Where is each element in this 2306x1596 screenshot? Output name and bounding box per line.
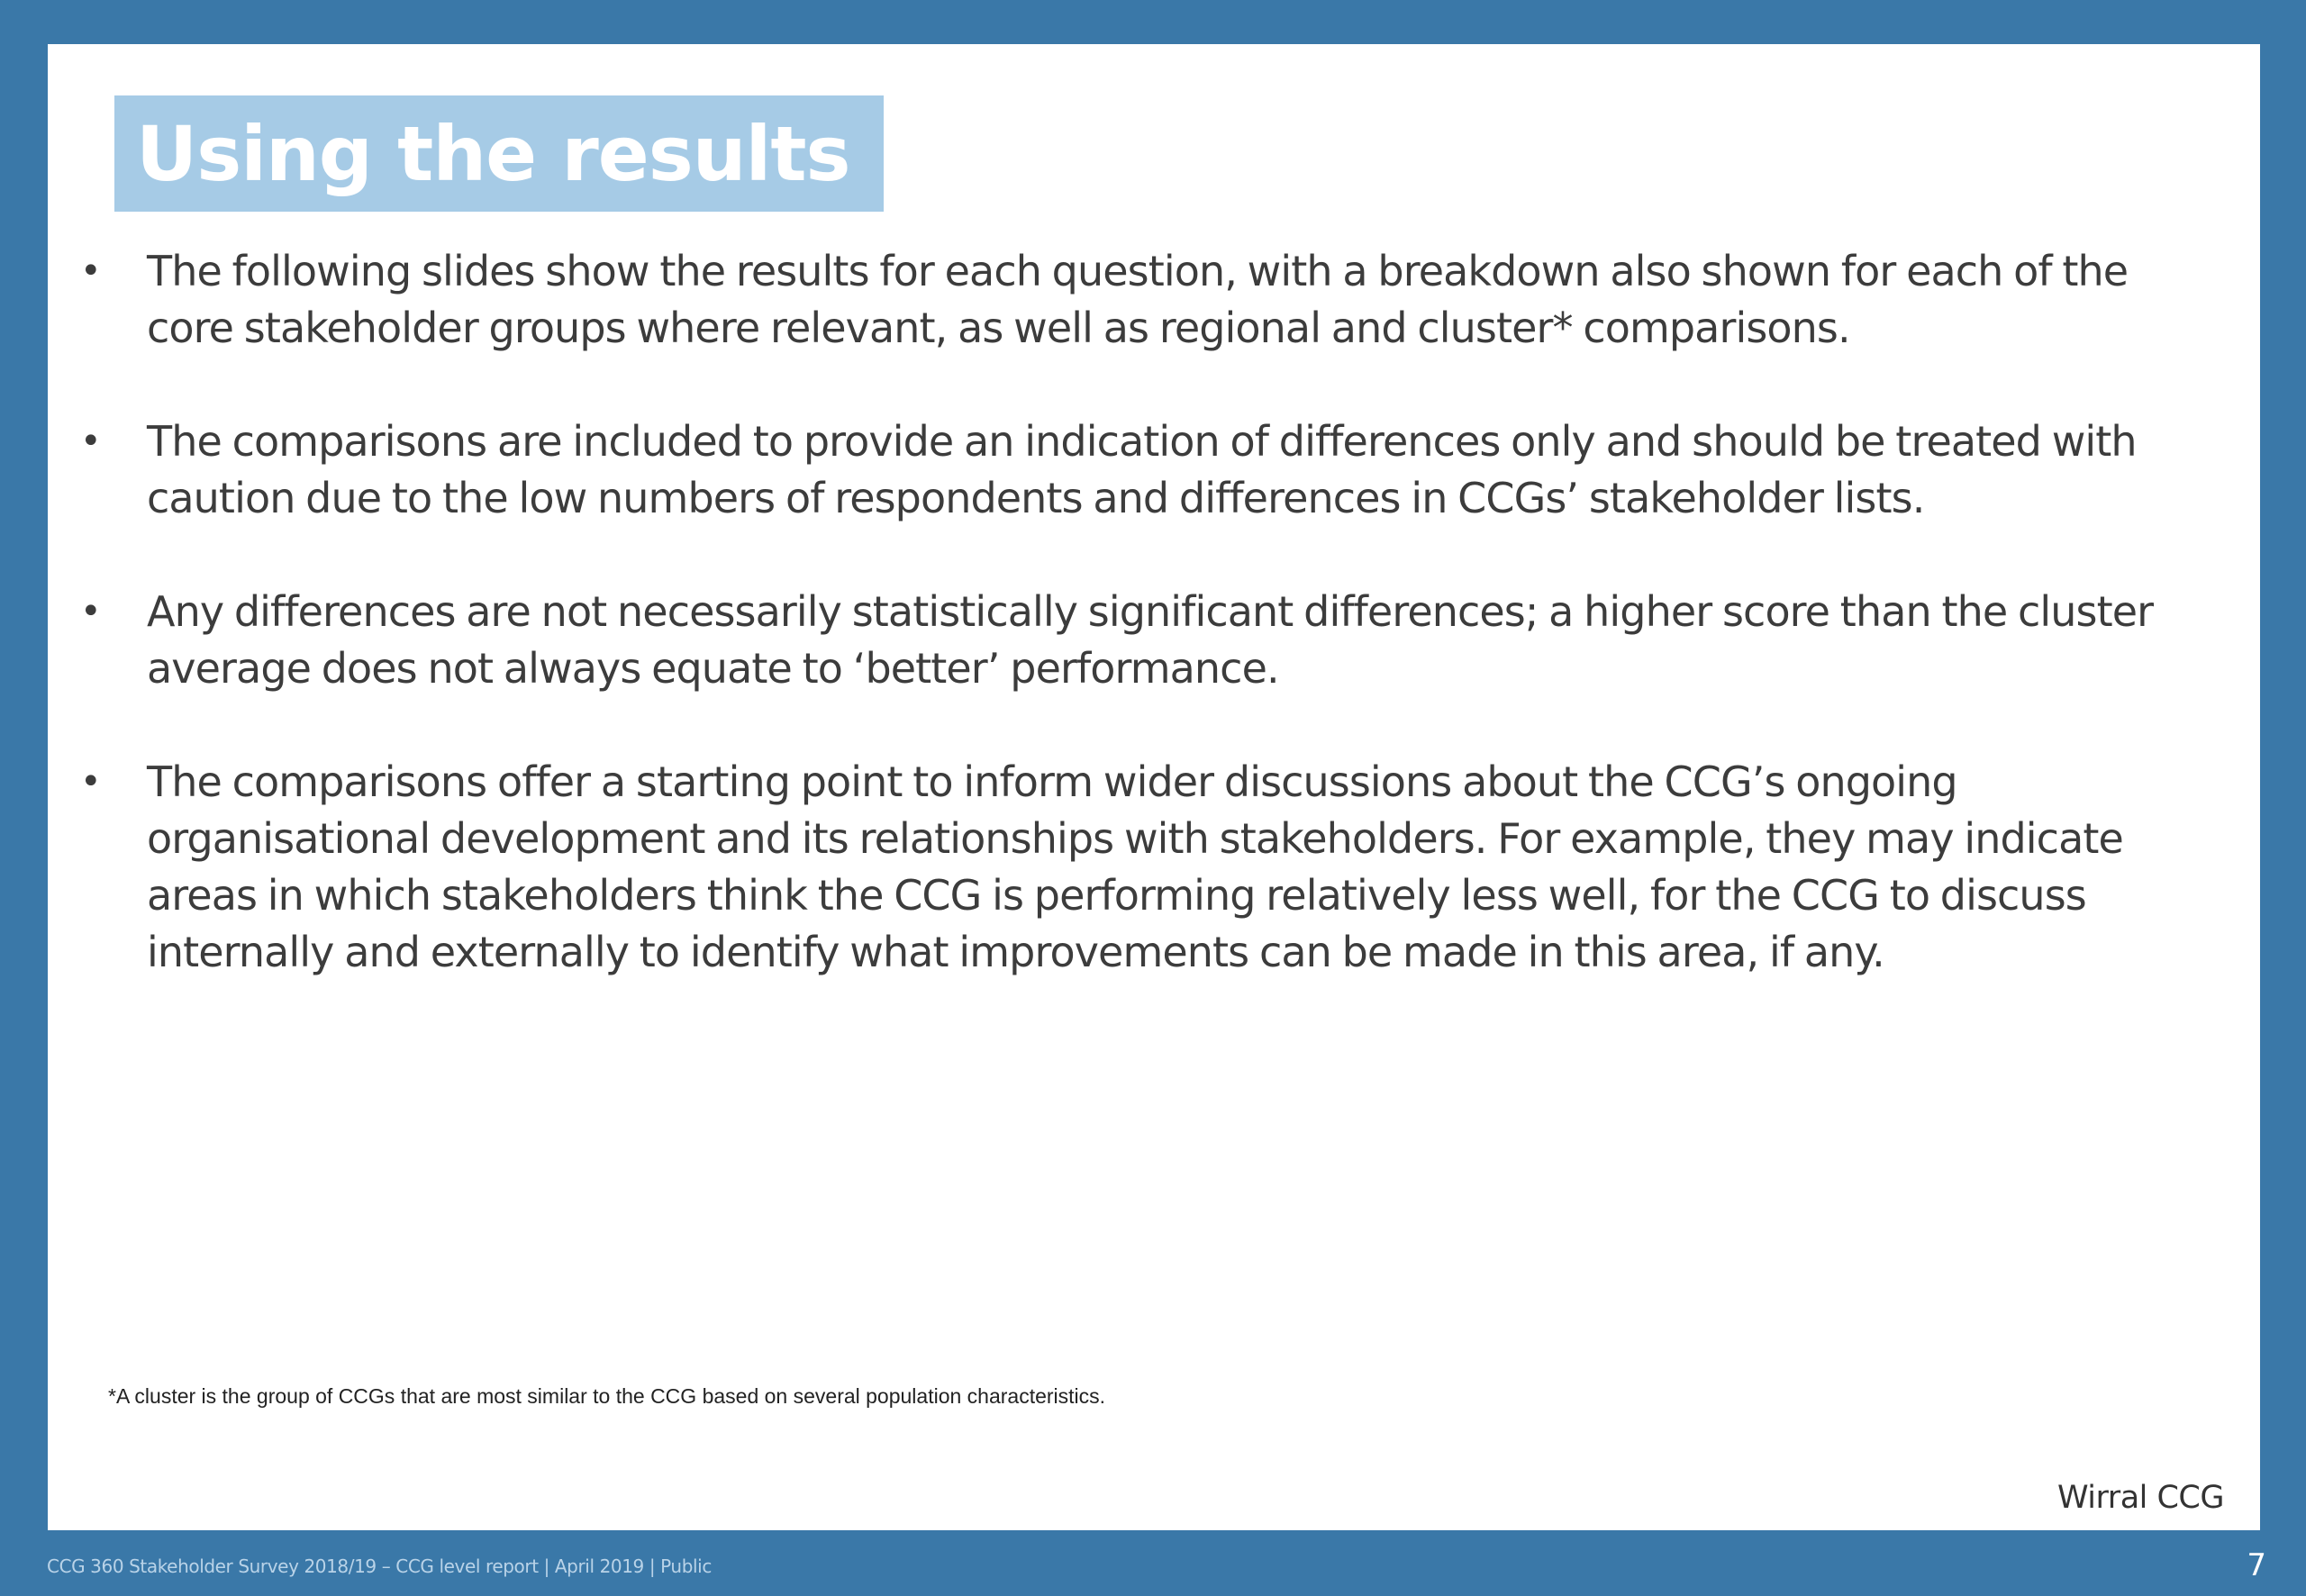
title-banner <box>114 95 884 212</box>
bullet-item <box>48 754 2260 981</box>
bullet-item <box>48 243 2260 357</box>
footnote: *A cluster is the group of CCGs that are most similar to the CCG based on several population characteristics. <box>108 1384 1106 1408</box>
page-title: Using the results <box>136 109 850 198</box>
bullet-dot-icon: • <box>80 421 101 462</box>
bullet-list <box>48 243 2260 1038</box>
bullet-dot-icon: • <box>80 761 101 803</box>
bullet-text: The comparisons offer a starting point to inform wider discussions about the CCG’s ongoing organisational development and its relationships with stakeholders. For example, they may indicate areas in which stakeholders think the CCG is performing relatively less well, for the CCG to discuss internally and externally to identify what improvements can be made in this area, if any. <box>147 757 2123 976</box>
footer-report-info: CCG 360 Stakeholder Survey 2018/19 – CCG level report | April 2019 | Public <box>47 1555 712 1577</box>
bullet-text: Any differences are not necessarily statistically significant differences; a higher score than the cluster average does not always equate to ‘better’ performance. <box>147 587 2154 693</box>
bullet-item <box>48 413 2260 527</box>
page-number: 7 <box>2247 1547 2266 1583</box>
bullet-item <box>48 584 2260 697</box>
bullet-dot-icon: • <box>80 591 101 632</box>
bullet-text: The following slides show the results for each question, with a breakdown also shown for each of the core stakeholder groups where relevant, as well as regional and cluster* comparisons. <box>147 247 2129 352</box>
bullet-dot-icon: • <box>80 250 101 292</box>
slide-content <box>48 44 2260 1530</box>
organisation-name: Wirral CCG <box>2056 1480 2224 1516</box>
bullet-text: The comparisons are included to provide an indication of differences only and should be treated with caution due to the low numbers of respondents and differences in CCGs’ stakeholder lists. <box>147 417 2137 522</box>
